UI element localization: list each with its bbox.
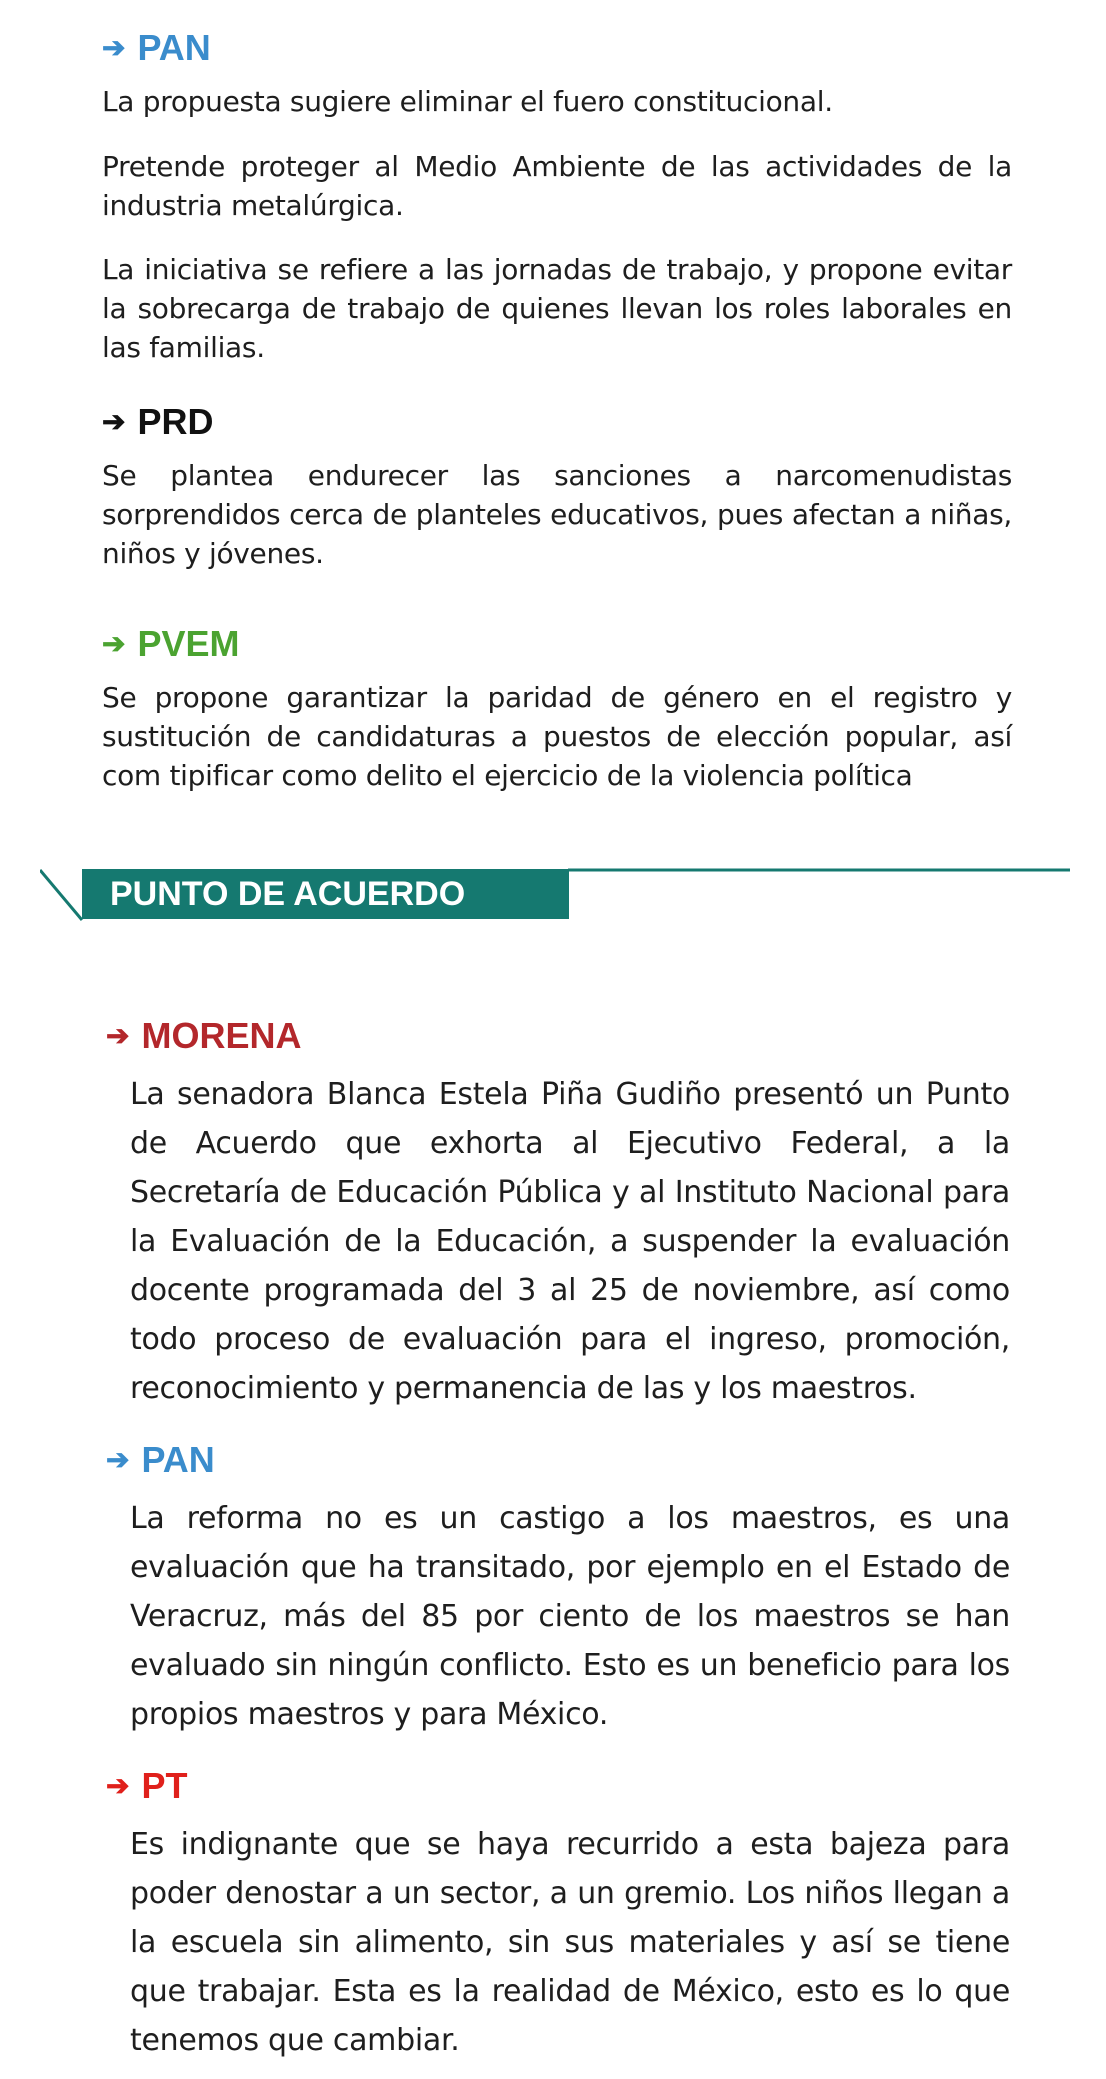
pan-acuerdo-paragraph-block — [130, 1494, 1010, 1739]
arrow-icon: ➔ — [106, 1444, 130, 1475]
section-prd — [102, 401, 1012, 442]
arrow-icon: ➔ — [102, 406, 126, 437]
pan-paragraph-3: La iniciativa se refiere a las jornadas de trabajo, y propone evitar la sobrecarga de trabajo de quienes llevan los roles laborales en las familias. — [102, 253, 1012, 364]
pan-paragraph-1: La propuesta sugiere eliminar el fuero constitucional. — [102, 85, 833, 118]
party-label: PAN — [137, 27, 211, 68]
arrow-icon: ➔ — [106, 1020, 130, 1051]
section-pt — [106, 1765, 1016, 1806]
pan-acuerdo-paragraph: La reforma no es un castigo a los maestros, es una evaluación que ha transitado, por ejemplo en el Estado de Veracruz, más del 85 por ciento de los maestros se han evaluado sin ningún conflicto. Esto es un beneficio para los propios maestros y para México. — [130, 1501, 1010, 1732]
banner-punto-de-acuerdo: PUNTO DE ACUERDO — [82, 869, 569, 919]
pan-paragraph-3-block — [102, 250, 1012, 367]
pan-paragraph-2-block — [102, 147, 1012, 225]
section-pan — [102, 27, 1012, 68]
party-heading-morena — [106, 1015, 1016, 1056]
prd-paragraph-block — [102, 456, 1012, 573]
pan-paragraph-1-block — [102, 82, 1012, 121]
pvem-paragraph-block — [102, 678, 1012, 795]
party-heading-pan-acuerdo — [106, 1439, 1016, 1480]
party-label: PVEM — [137, 623, 240, 664]
party-heading-pvem — [102, 623, 1012, 664]
party-heading-prd — [102, 401, 1012, 442]
pt-paragraph: Es indignante que se haya recurrido a esta bajeza para poder denostar a un sector, a un gremio. Los niños llegan a la escuela sin alimento, sin sus materiales y así se tiene que trabajar. Esta es la realidad de México, esto es lo que tenemos que cambiar. — [130, 1827, 1010, 2058]
morena-paragraph-block — [130, 1070, 1010, 1413]
pvem-paragraph-1: Se propone garantizar la paridad de género en el registro y sustitución de candidaturas a puestos de elección popular, así com tipificar como delito el ejercicio de la violencia política — [102, 681, 1012, 792]
arrow-icon: ➔ — [102, 32, 126, 63]
party-label: PAN — [141, 1439, 215, 1480]
arrow-icon: ➔ — [106, 1770, 130, 1801]
section-pan-acuerdo — [106, 1439, 1016, 1480]
section-morena — [106, 1015, 1016, 1056]
pan-paragraph-2: Pretende proteger al Medio Ambiente de las actividades de la industria metalúrgica. — [102, 150, 1012, 222]
morena-paragraph: La senadora Blanca Estela Piña Gudiño presentó un Punto de Acuerdo que exhorta al Ejecutivo Federal, a la Secretaría de Educación Pública y al Instituto Nacional para la Evaluación de la Educación, a suspender la evaluación docente programada del 3 al 25 de noviembre, así como todo proceso de evaluación para el ingreso, promoción, reconocimiento y permanencia de las y los maestros. — [130, 1077, 1010, 1406]
party-heading-pan — [102, 27, 1012, 68]
party-label: PT — [141, 1765, 188, 1806]
prd-paragraph-1: Se plantea endurecer las sanciones a narcomenudistas sorprendidos cerca de planteles educativos, pues afectan a niñas, niños y jóvenes. — [102, 459, 1012, 570]
pt-paragraph-block — [130, 1820, 1010, 2065]
party-heading-pt — [106, 1765, 1016, 1806]
party-label: PRD — [137, 401, 214, 442]
arrow-icon: ➔ — [102, 628, 126, 659]
section-pvem — [102, 623, 1012, 664]
party-label: MORENA — [141, 1015, 302, 1056]
